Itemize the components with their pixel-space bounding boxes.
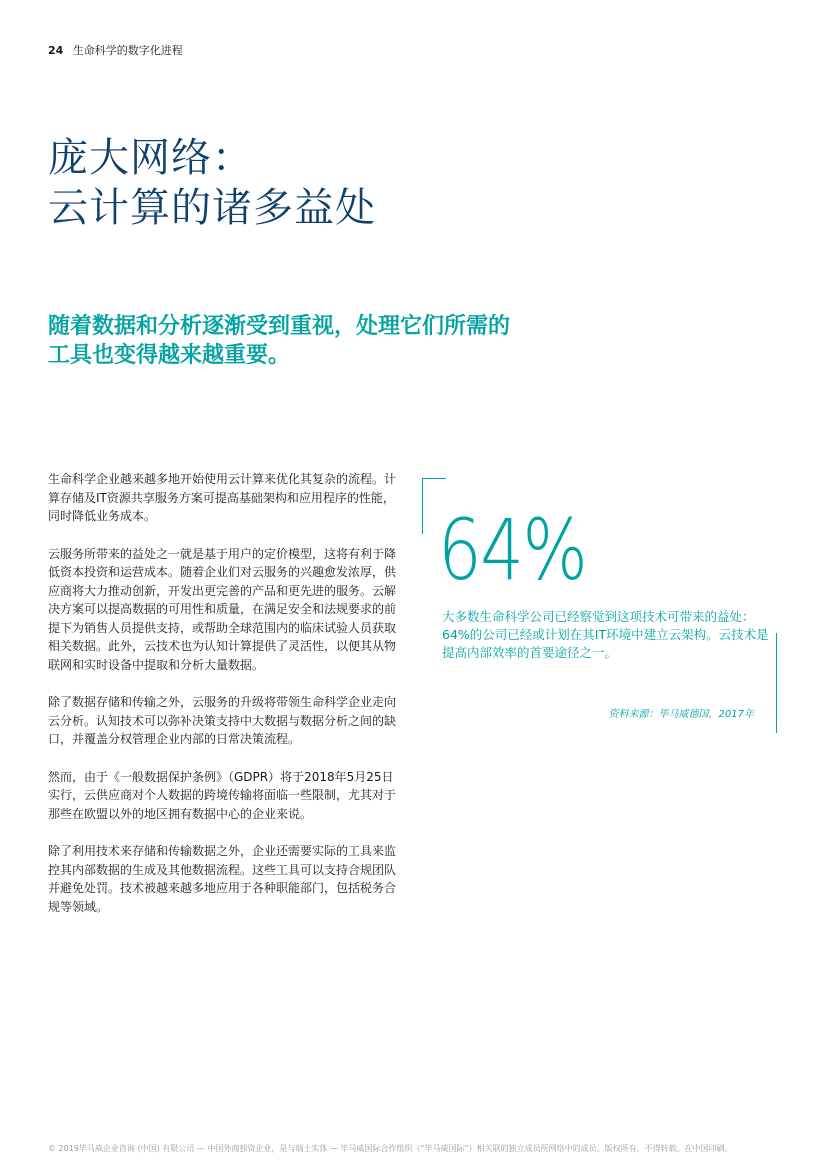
callout-top-rule: [422, 478, 446, 479]
running-header: [48, 44, 183, 58]
callout-description: 大多数生命科学公司已经察觉到这项技术可带来的益处：64%的公司已经或计划在其IT环境中建立云架构。云技术是提高内部效率的首要途径之一。: [442, 609, 769, 660]
section-subheading: [48, 312, 608, 370]
page-number: 24: [48, 44, 64, 57]
subheading-line-1: 随着数据和分析逐渐受到重视，处理它们所需的: [48, 314, 511, 339]
callout-right-rule: [776, 633, 777, 733]
subheading-line-2: 工具也变得越来越重要。: [48, 343, 291, 368]
body-paragraph-1: 生命科学企业越来越多地开始使用云计算来优化其复杂的流程。计算存储及IT资源共享服务方案可提高基础架构和应用程序的性能，同时降低业务成本。: [48, 472, 397, 523]
page-title-line-1: 庞大网络：: [48, 135, 253, 181]
body-paragraph-4: 然而，由于《一般数据保护条例》（GDPR）将于2018年5月25日实行，云供应商对个人数据的跨境传输将面临一些限制，尤其对于那些在欧盟以外的地区拥有数据中心的企业来说。: [48, 769, 397, 821]
body-paragraph-3: 除了数据存储和传输之外，云服务的升级将带领生命科学企业走向云分析。认知技术可以弥补决策支持中大数据与数据分析之间的缺口，并覆盖分权管理企业内部的日常决策流程。: [48, 695, 397, 746]
callout-statistic: 64%: [438, 501, 587, 599]
body-paragraph-2: 云服务所带来的益处之一就是基于用户的定价模型，这将有利于降低资本投资和运营成本。随着企业们对云服务的兴趣愈发浓厚，供应商将大力推动创新，开发出更完善的产品和更先进的服务。云解决方案可以提高数据的可用性和质量，在满足安全和法规要求的前提下为销售人员提供支持，或帮助全球范围内的临床试验人员获取相关数据。此外，云技术也为认知计算提供了灵活性，以便其从物联网和实时设备中提取和分析大量数据。: [48, 546, 397, 672]
page-title-line-2: 云计算的诸多益处: [48, 185, 376, 231]
footer-copyright: © 2019毕马威企业咨询 (中国) 有限公司 — 中国外商独资企业，是与瑞士实体 — 毕马威国际合作组织（“毕马威国际”）相关联的独立成员所网络中的成员。版权所有，不得转载。在中国印刷。: [48, 1144, 733, 1153]
page-title: [48, 133, 608, 233]
body-paragraph-5: 除了利用技术来存储和传输数据之外，企业还需要实际的工具来监控其内部数据的生成及其他数据流程。这些工具可以支持合规团队并避免处罚。技术被越来越多地应用于各种职能部门，包括税务合规等领域。: [48, 844, 397, 914]
statistic-callout: [422, 478, 776, 733]
callout-source: 资料来源：毕马威德国，2017年: [608, 709, 754, 720]
running-title: 生命科学的数字化进程: [72, 44, 183, 57]
body-text-column: [48, 470, 404, 935]
callout-left-rule: [422, 478, 423, 534]
